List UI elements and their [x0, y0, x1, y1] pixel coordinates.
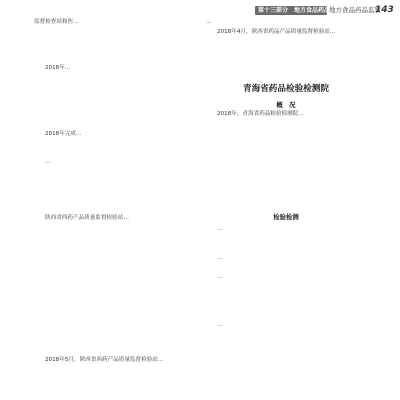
paragraph: … [45, 159, 51, 165]
header-title: 地方食品药品监管 [329, 6, 381, 14]
paragraph: 2018年5月，陕西省西药产品质量监督检验站… [45, 357, 164, 363]
paragraph: … [217, 321, 223, 328]
page-number: 143 [375, 5, 394, 15]
subsection-heading-inspection: 检验检测 [273, 212, 299, 221]
left-column [34, 18, 194, 394]
paragraph: … [206, 19, 212, 25]
paragraph: … [217, 273, 223, 280]
paragraph: 2018年4月，陕西省药品产品质量监督检验站… [217, 28, 336, 35]
section-title: 青海省药品检验检测院 [243, 83, 329, 94]
paragraph: … [217, 254, 223, 261]
right-column [206, 18, 366, 349]
subsection-heading-overview: 概 况 [276, 100, 296, 109]
paragraph: 监督检查站和医… [34, 19, 79, 25]
paragraph: 2018年，青海省药品检验检测院… [217, 110, 304, 117]
paragraph: 陕西省西药产品质量监督检验站… [45, 215, 129, 221]
header-section-label: 第十三部分 地方食品药品监管 [258, 7, 343, 14]
paragraph: … [217, 225, 223, 232]
paragraph: 2018年… [45, 65, 71, 71]
paragraph: 2018年完成… [45, 131, 82, 137]
